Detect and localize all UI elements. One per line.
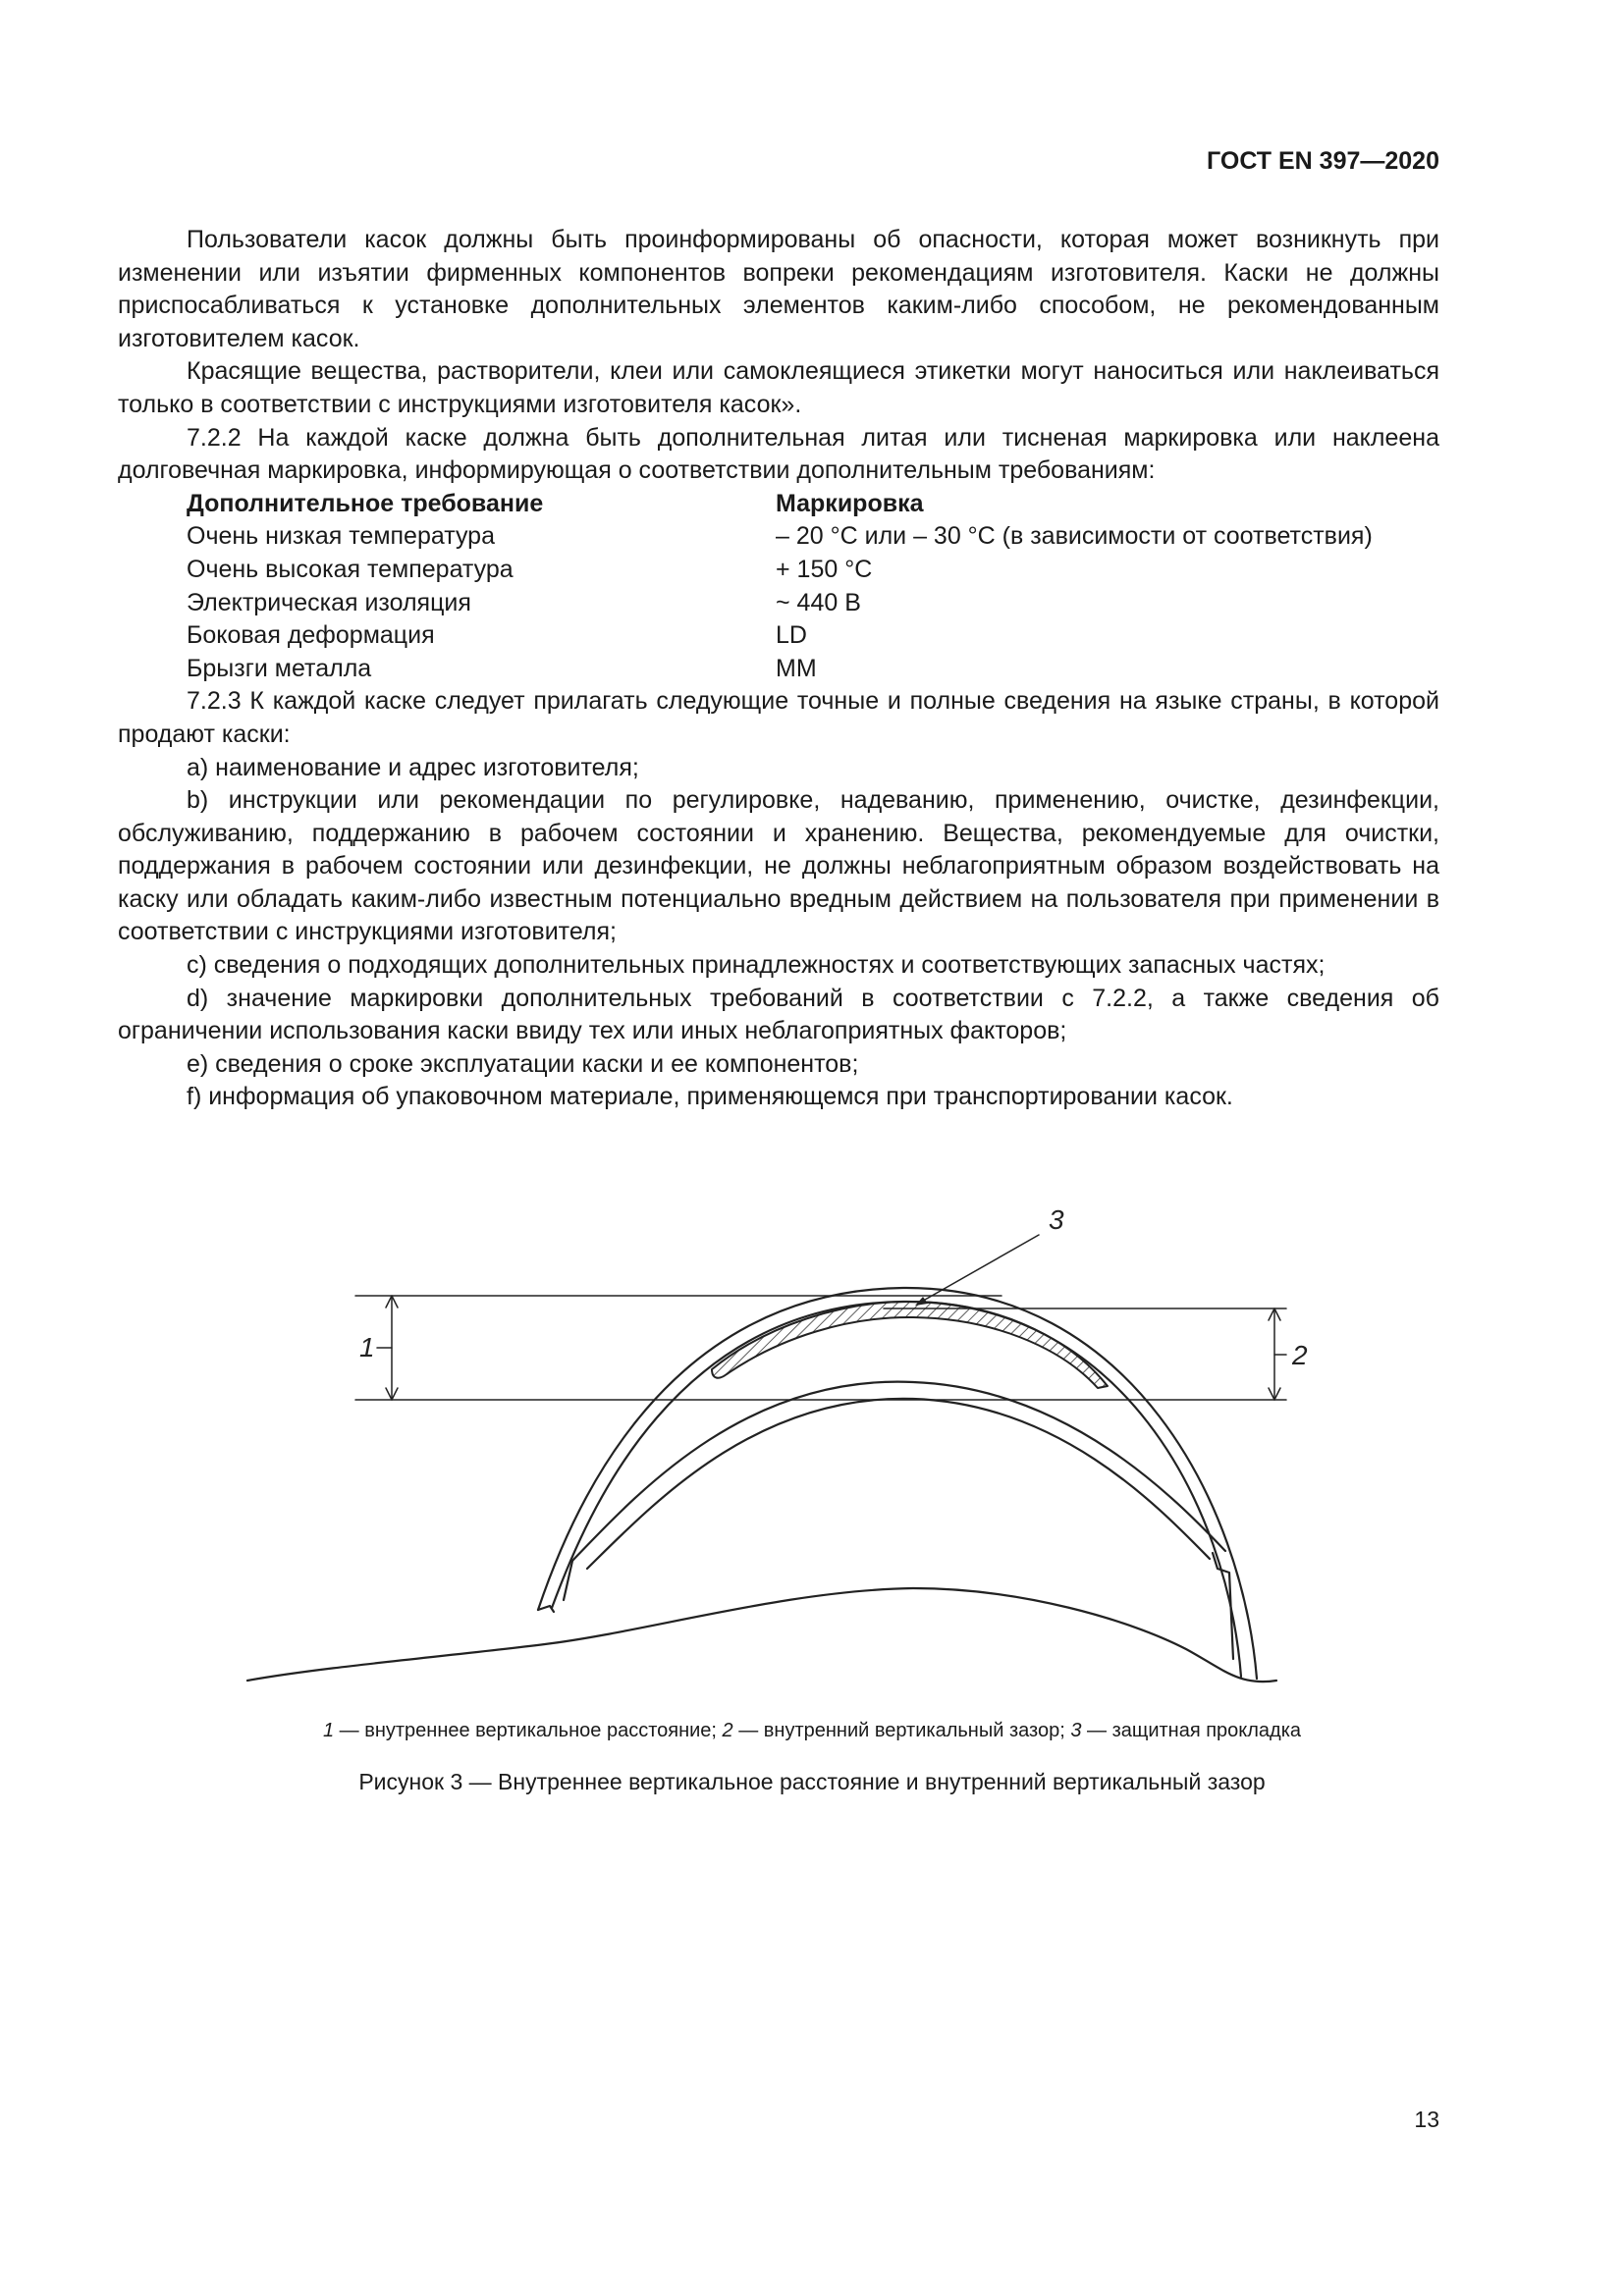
harness-right-clip (1213, 1553, 1233, 1659)
marking-cell: ~ 440 В (776, 588, 861, 616)
legend-text-2: — внутренний вертикальный зазор; (732, 1720, 1071, 1741)
list-item: c) сведения о подходящих дополнительных принадлежностях и соответствующих запасных частях; (187, 951, 1326, 980)
paragraph: Пользователи касок должны быть проинформированы об опасности, которая может возникнуть при изменении или изъятии фирменных компонентов вопреки рекомендациям изготовителя. Каски не должны приспосабливаться к установке дополнительных элементов каким-либо способом, не рекомендованным изготовителем касок. (118, 226, 1439, 352)
list-item: b) инструкции или рекомендации по регулировке, надеванию, применению, очистке, дезинфекции, обслуживанию, поддержанию в рабочем состоянии и хранению. Вещества, рекомендуемые для очистки, поддержания в рабочем состоянии или дезинфекции, не должны неблагоприятным образом воздействовать на каску или обладать каким-либо известным потенциально вредным действием на пользователя при применении в соответствии с инструкциями изготовителя; (118, 786, 1439, 946)
legend-num-2: 2 (722, 1720, 733, 1741)
harness-inner (587, 1399, 1210, 1569)
body-text (118, 224, 1439, 1114)
list-item: a) наименование и адрес изготовителя; (187, 753, 639, 781)
label-2: 2 (1292, 1340, 1308, 1370)
requirement-cell: Боковая деформация (187, 621, 435, 650)
requirement-cell: Электрическая изоляция (187, 588, 471, 616)
column-header-requirement: Дополнительное требование (187, 489, 544, 517)
table-header-row (187, 488, 1373, 521)
page-number: 13 (1414, 2107, 1439, 2132)
marking-table (187, 488, 1373, 686)
list-item: f) информация об упаковочном материале, применяющемся при транспортировании касок. (187, 1083, 1233, 1111)
table-row (187, 520, 1373, 554)
list-item: d) значение маркировки дополнительных требований в соответствии с 7.2.2, а также сведения об ограничении использования каски ввиду тех или иных неблагоприятных факторов; (118, 984, 1439, 1045)
marking-cell: LD (776, 621, 807, 650)
label-3-leader (918, 1235, 1039, 1304)
table-row (187, 619, 1373, 653)
paragraph: 7.2.2 На каждой каске должна быть дополнительная литая или тисненая маркировка или наклеена долговечная маркировка, информирующая о соответствии дополнительным требованиям: (118, 423, 1439, 485)
paragraph: Красящие вещества, растворители, клеи или самоклеящиеся этикетки могут наноситься или наклеиваться только в соответствии с инструкциями изготовителя касок». (118, 357, 1439, 418)
requirement-cell: Очень высокая температура (187, 555, 514, 583)
document-header: ГОСТ EN 397—2020 (1207, 147, 1439, 175)
requirement-cell: Брызги металла (187, 654, 372, 682)
figure-legend (0, 1720, 1624, 1742)
marking-cell: ММ (776, 654, 817, 682)
legend-text-1: — внутреннее вертикальное расстояние; (334, 1720, 723, 1741)
label-1: 1 (359, 1332, 375, 1362)
legend-num-3: 3 (1070, 1720, 1082, 1741)
marking-cell: – 20 °С или – 30 °С (в зависимости от соответствия) (776, 522, 1373, 551)
harness-outer (572, 1382, 1225, 1561)
shell-outer (538, 1288, 1257, 1679)
shell-brim (538, 1606, 554, 1612)
label-3: 3 (1049, 1204, 1064, 1235)
marking-cell: + 150 °С (776, 555, 873, 583)
table-row (187, 554, 1373, 587)
head-outline (247, 1588, 1276, 1682)
table-row (187, 587, 1373, 620)
legend-num-1: 1 (322, 1720, 335, 1741)
list-item: e) сведения о сроке эксплуатации каски и ее компонентов; (187, 1049, 859, 1078)
shell-inner (552, 1302, 1241, 1677)
helmet-diagram (0, 1178, 1624, 1708)
paragraph: 7.2.3 К каждой каске следует прилагать следующие точные и полные сведения на языке страны, в которой продают каски: (118, 687, 1439, 748)
requirement-cell: Очень низкая температура (187, 522, 495, 551)
legend-text-3: — защитная прокладка (1081, 1720, 1302, 1741)
table-row (187, 653, 1373, 686)
column-header-marking: Маркировка (776, 489, 924, 517)
figure-caption: Рисунок 3 — Внутреннее вертикальное расстояние и внутренний вертикальный зазор (358, 1769, 1266, 1794)
